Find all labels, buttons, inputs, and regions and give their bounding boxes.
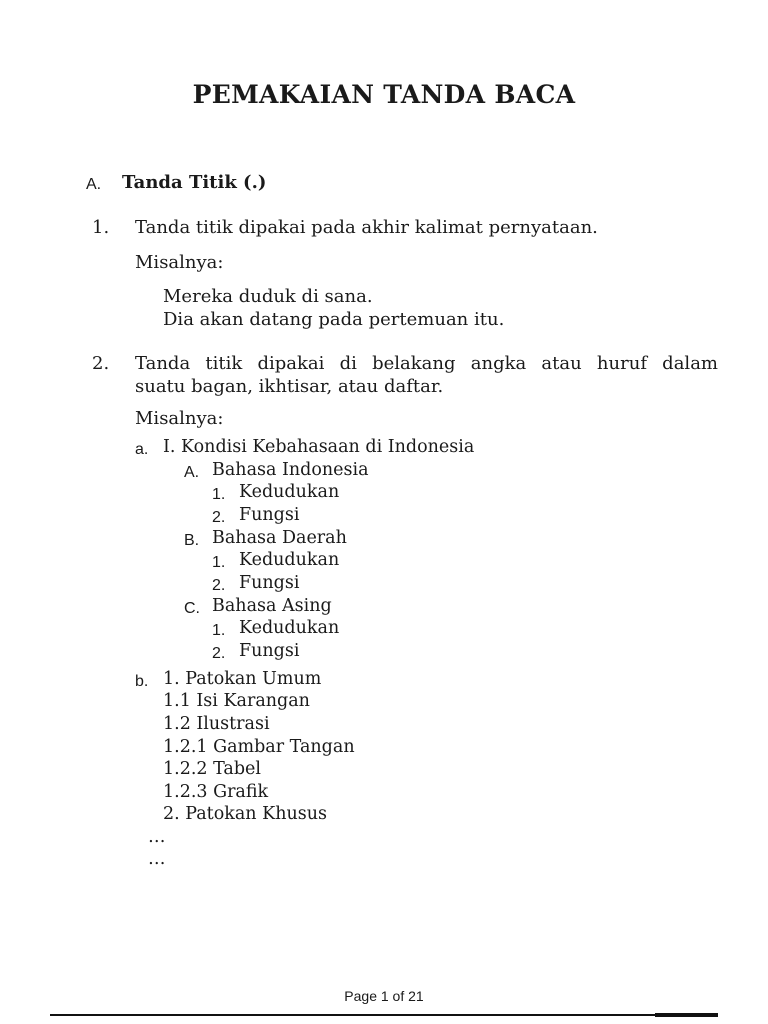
outline-number: 2.: [212, 645, 226, 662]
outline-heading: I. Kondisi Kebahasaan di Indonesia: [163, 437, 475, 457]
outline-number: 2.: [212, 577, 226, 594]
outline-line: 1.2 Ilustrasi: [163, 714, 270, 734]
list-marker: a.: [135, 441, 149, 458]
rule-text-line: suatu bagan, ikhtisar, atau daftar.: [135, 376, 444, 397]
rule-text: Tanda titik dipakai pada akhir kalimat pernyataan.: [135, 217, 598, 238]
outline-subitem: Kedudukan: [239, 550, 340, 570]
footer-divider: [50, 1014, 718, 1016]
outline-item: Bahasa Indonesia: [212, 460, 369, 480]
outline-item: Bahasa Daerah: [212, 528, 347, 548]
rule-text-line: Tanda titik dipakai di belakang angka atau huruf dalam: [135, 353, 718, 374]
example-label: Misalnya:: [135, 252, 224, 273]
ellipsis: …: [148, 827, 166, 847]
example-sentence: Mereka duduk di sana.: [163, 286, 373, 307]
outline-line: 1.1 Isi Karangan: [163, 691, 310, 711]
outline-subitem: Kedudukan: [239, 618, 340, 638]
page-title: PEMAKAIAN TANDA BACA: [192, 80, 576, 109]
example-sentence: Dia akan datang pada pertemuan itu.: [163, 309, 505, 330]
section-heading: Tanda Titik (.): [122, 172, 267, 193]
outline-number: 1.: [212, 622, 226, 639]
outline-letter: C.: [184, 600, 200, 617]
outline-number: 1.: [212, 486, 226, 503]
outline-letter: A.: [184, 464, 200, 481]
outline-line: 1. Patokan Umum: [163, 669, 322, 689]
example-label: Misalnya:: [135, 408, 224, 429]
outline-subitem: Kedudukan: [239, 482, 340, 502]
footer-divider-accent: [655, 1013, 718, 1017]
outline-letter: B.: [184, 532, 200, 549]
outline-line: 1.2.1 Gambar Tangan: [163, 737, 355, 757]
outline-number: 2.: [212, 509, 226, 526]
outline-line: 1.2.2 Tabel: [163, 759, 261, 779]
ellipsis: …: [148, 849, 166, 869]
page-number: Page 1 of 21: [344, 988, 424, 1004]
outline-number: 1.: [212, 554, 226, 571]
outline-line: 1.2.3 Grafik: [163, 782, 269, 802]
section-letter: A.: [86, 176, 102, 193]
outline-line: 2. Patokan Khusus: [163, 804, 327, 824]
outline-item: Bahasa Asing: [212, 596, 332, 616]
rule-number: 2.: [92, 353, 110, 374]
rule-number: 1.: [92, 217, 110, 238]
outline-subitem: Fungsi: [239, 573, 300, 593]
outline-subitem: Fungsi: [239, 641, 300, 661]
outline-subitem: Fungsi: [239, 505, 300, 525]
list-marker: b.: [135, 673, 149, 690]
